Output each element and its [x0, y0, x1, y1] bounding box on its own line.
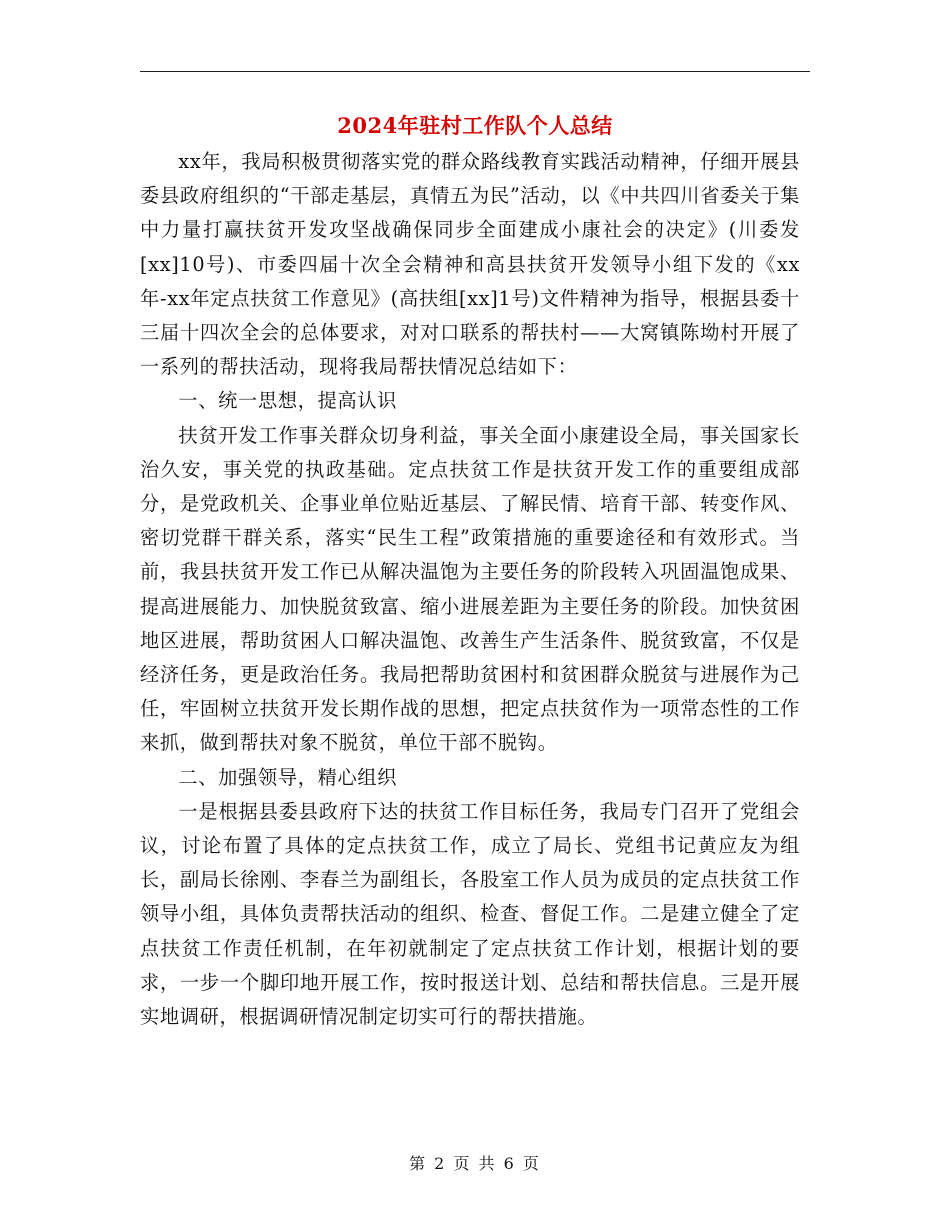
- section-heading-1: 一、统一思想，提高认识: [178, 389, 398, 413]
- document-body: [140, 145, 800, 1034]
- page-number-footer: 第 2 页 共 6 页: [409, 1154, 541, 1173]
- document-title: 2024年驻村工作队个人总结: [337, 113, 613, 138]
- header-rule: [140, 71, 810, 72]
- section-2-paragraph: 一是根据县委县政府下达的扶贫工作目标任务，我局专门召开了党组会议，讨论布置了具体的定点扶贫工作，成立了局长、党组书记黄应友为组长，副局长徐刚、李春兰为副组长，各股室工作人员为成员的定点扶贫工作领导小组，具体负责帮扶活动的组织、检查、督促工作。二是建立健全了定点扶贫工作责任机制，在年初就制定了定点扶贫工作计划，根据计划的要求，一步一个脚印地开展工作，按时报送计划、总结和帮扶信息。三是开展实地调研，根据调研情况制定切实可行的帮扶措施。: [140, 799, 800, 1029]
- intro-paragraph: xx年，我局积极贯彻落实党的群众路线教育实践活动精神，仔细开展县委县政府组织的“干部走基层，真情五为民”活动，以《中共四川省委关于集中力量打赢扶贫开发攻坚战确保同步全面建成小康社会的决定》(川委发[xx]10号)、市委四届十次全会精神和高县扶贫开发领导小组下发的《xx年-xx年定点扶贫工作意见》(高扶组[xx]1号)文件精神为指导，根据县委十三届十四次全会的总体要求，对对口联系的帮扶村——大窝镇陈坳村开展了一系列的帮扶活动，现将我局帮扶情况总结如下：: [140, 150, 800, 379]
- section-heading-2: 二、加强领导，精心组织: [178, 765, 398, 789]
- section-1-paragraph: 扶贫开发工作事关群众切身利益，事关全面小康建设全局，事关国家长治久安，事关党的执政基础。定点扶贫工作是扶贫开发工作的重要组成部分，是党政机关、企事业单位贴近基层、了解民情、培育干部、转变作风、密切党群干群关系，落实“民生工程”政策措施的重要途径和有效形式。当前，我县扶贫开发工作已从解决温饱为主要任务的阶段转入巩固温饱成果、提高进展能力、加快脱贫致富、缩小进展差距为主要任务的阶段。加快贫困地区进展，帮助贫困人口解决温饱、改善生产生活条件、脱贫致富，不仅是经济任务，更是政治任务。我局把帮助贫困村和贫困群众脱贫与进展作为己任，牢固树立扶贫开发长期作战的思想，把定点扶贫作为一项常态性的工作来抓，做到帮扶对象不脱贫，单位干部不脱钩。: [140, 423, 800, 755]
